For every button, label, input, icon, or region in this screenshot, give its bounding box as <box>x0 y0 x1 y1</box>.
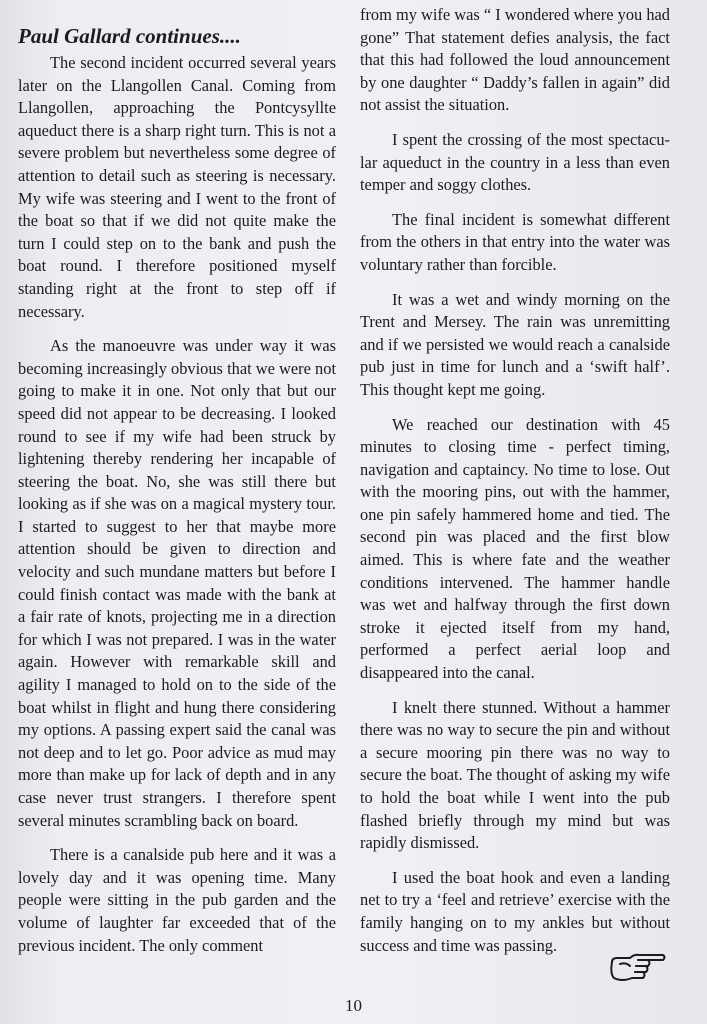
paragraph: As the manoeuvre was under way it was becoming increasingly obvious that we were not going to make it in one. Not only that but our speed did not appear to be decreasing. I looked round to see if my wife had been struck by lightening thereby rendering her incapable of steering the boat. No, she was still there but looking as if she was on a magical mystery tour. I started to suggest to her that maybe more attention should be given to direction and velocity and such mundane matters but before I could finish contact was made with the bank at a fair rate of knots, projecting me in a direction for which I was not prepared. I was in the water again. However with remarkable skill and agility I managed to hold on to the side of the boat whilst in flight and hung there considering my options. A passing expert said the canal was not deep and to let go. Poor advice as mud may more than make up for lack of depth and in any case never trust strangers. I therefore spent several minutes scrambling back on board. <box>18 336 336 830</box>
paragraph: I knelt there stunned. Without a hammer there was no way to secure the pin and without a secure mooring pin there was no way to secure the boat. The thought of asking my wife to hold the boat while I went into the pub flashed briefly through my mind but was rapidly dismissed. <box>360 697 670 853</box>
page-number: 10 <box>345 996 362 1015</box>
paragraph: I used the boat hook and even a landing net to try a ‘feel and retrieve’ exercise with the family hanging on to my ankles but without success and time was passing. <box>360 867 670 955</box>
pointing-hand-icon <box>608 950 668 986</box>
right-column <box>360 4 670 957</box>
paragraph: The second incident occurred several years later on the Llangollen Canal. Coming from Llangollen, approaching the Pontcysyllte aqueduct there is a sharp right turn. This is not a severe problem but nevertheless some degree of attention to detail such as steering is necessary. My wife was steering and I went to the front of the boat so that if we did not quite make the turn I could step on to the bank and push the boat round. I therefore positioned myself standing right at the front to step off if necessary. <box>18 53 336 321</box>
paragraph: The final incident is somewhat different from the others in that entry into the water was voluntary rather than forcible. <box>360 209 670 274</box>
paragraph: from my wife was “ I wondered where you had gone” That statement defies analysis, the fact that this had followed the loud announcement by one daughter “ Daddy’s fallen in again” did not assist the situation. <box>360 5 670 115</box>
left-column <box>18 22 336 957</box>
paragraph: It was a wet and windy morning on the Trent and Mersey. The rain was unremitting and if we persisted we would reach a canalside pub just in time for lunch and a ‘swift half’. This thought kept me going. <box>360 289 670 399</box>
article-heading: Paul Gallard continues.... <box>18 24 241 48</box>
paragraph: We reached our destination with 45 minutes to closing time - perfect timing, navigation and captaincy. No time to lose. Out with the mooring pins, out with the hammer, one pin safely hammered home and tied. The second pin was placed and the first blow aimed. This is where fate and the weather conditions intervened. The hammer handle was wet and halfway through the first down stroke it ejected itself from my hand, performed a perfect aerial loop and disappeared into the canal. <box>360 414 670 683</box>
paragraph: There is a canalside pub here and it was a lovely day and it was opening time. Many people were sitting in the pub garden and the volume of laughter far exceeded that of the previous incident. The only comment <box>18 845 336 955</box>
paragraph: I spent the crossing of the most spectacular aqueduct in the country in a less than even temper and soggy clothes. <box>360 129 670 195</box>
